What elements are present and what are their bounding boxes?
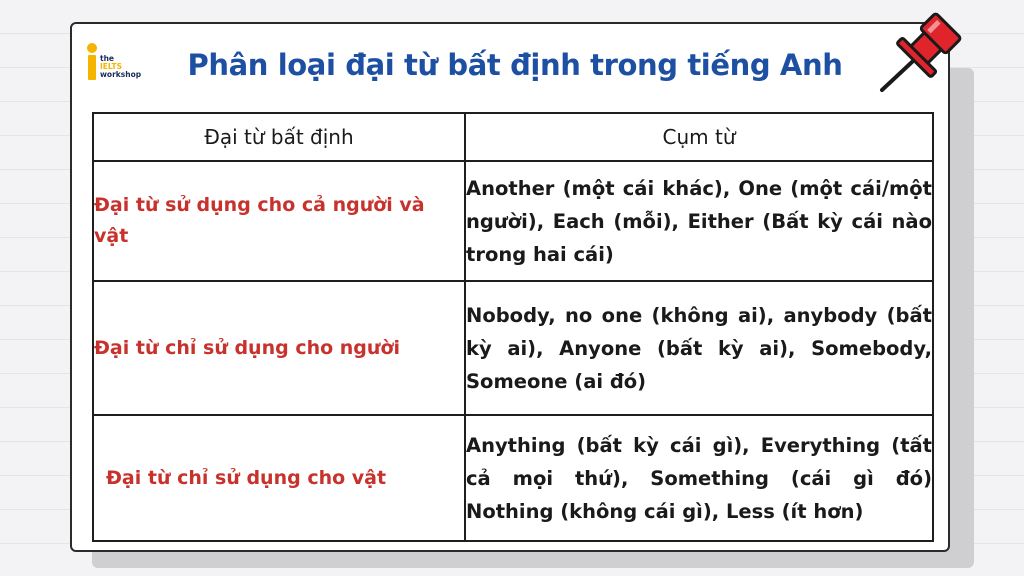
table-row <box>93 281 933 415</box>
category-cell: Đại từ chỉ sử dụng cho người <box>93 281 465 415</box>
brand-logo <box>84 42 154 82</box>
logo-line-2: IELTS <box>100 62 122 71</box>
logo-text <box>100 55 141 79</box>
phrases-cell: Nobody, no one (không ai), anybody (bất kỳ ai), Anyone (bất kỳ ai), Somebody, Someone (ai đó) <box>465 281 933 415</box>
table-row <box>93 161 933 281</box>
table-row <box>93 415 933 541</box>
header-pronoun: Đại từ bất định <box>93 113 465 161</box>
logo-line-3: workshop <box>100 70 142 79</box>
category-cell: Đại từ sử dụng cho cả người và vật <box>93 161 465 281</box>
category-cell: Đại từ chỉ sử dụng cho vật <box>93 415 465 541</box>
pronoun-table <box>92 112 934 542</box>
table-header-row <box>93 113 933 161</box>
phrases-cell: Anything (bất kỳ cái gì), Everything (tất cả mọi thứ), Something (cái gì đó) Nothing (không cái gì), Less (ít hơn) <box>465 415 933 541</box>
red-push-pin-icon <box>870 4 970 100</box>
logo-line-1: the <box>100 54 115 63</box>
phrases-cell: Another (một cái khác), One (một cái/một người), Each (mỗi), Either (Bất kỳ cái nào trong hai cái) <box>465 161 933 281</box>
i-letter-logo-icon <box>84 42 100 82</box>
header-phrases: Cụm từ <box>465 113 933 161</box>
page-title: Phân loại đại từ bất định trong tiếng Anh <box>187 48 843 82</box>
